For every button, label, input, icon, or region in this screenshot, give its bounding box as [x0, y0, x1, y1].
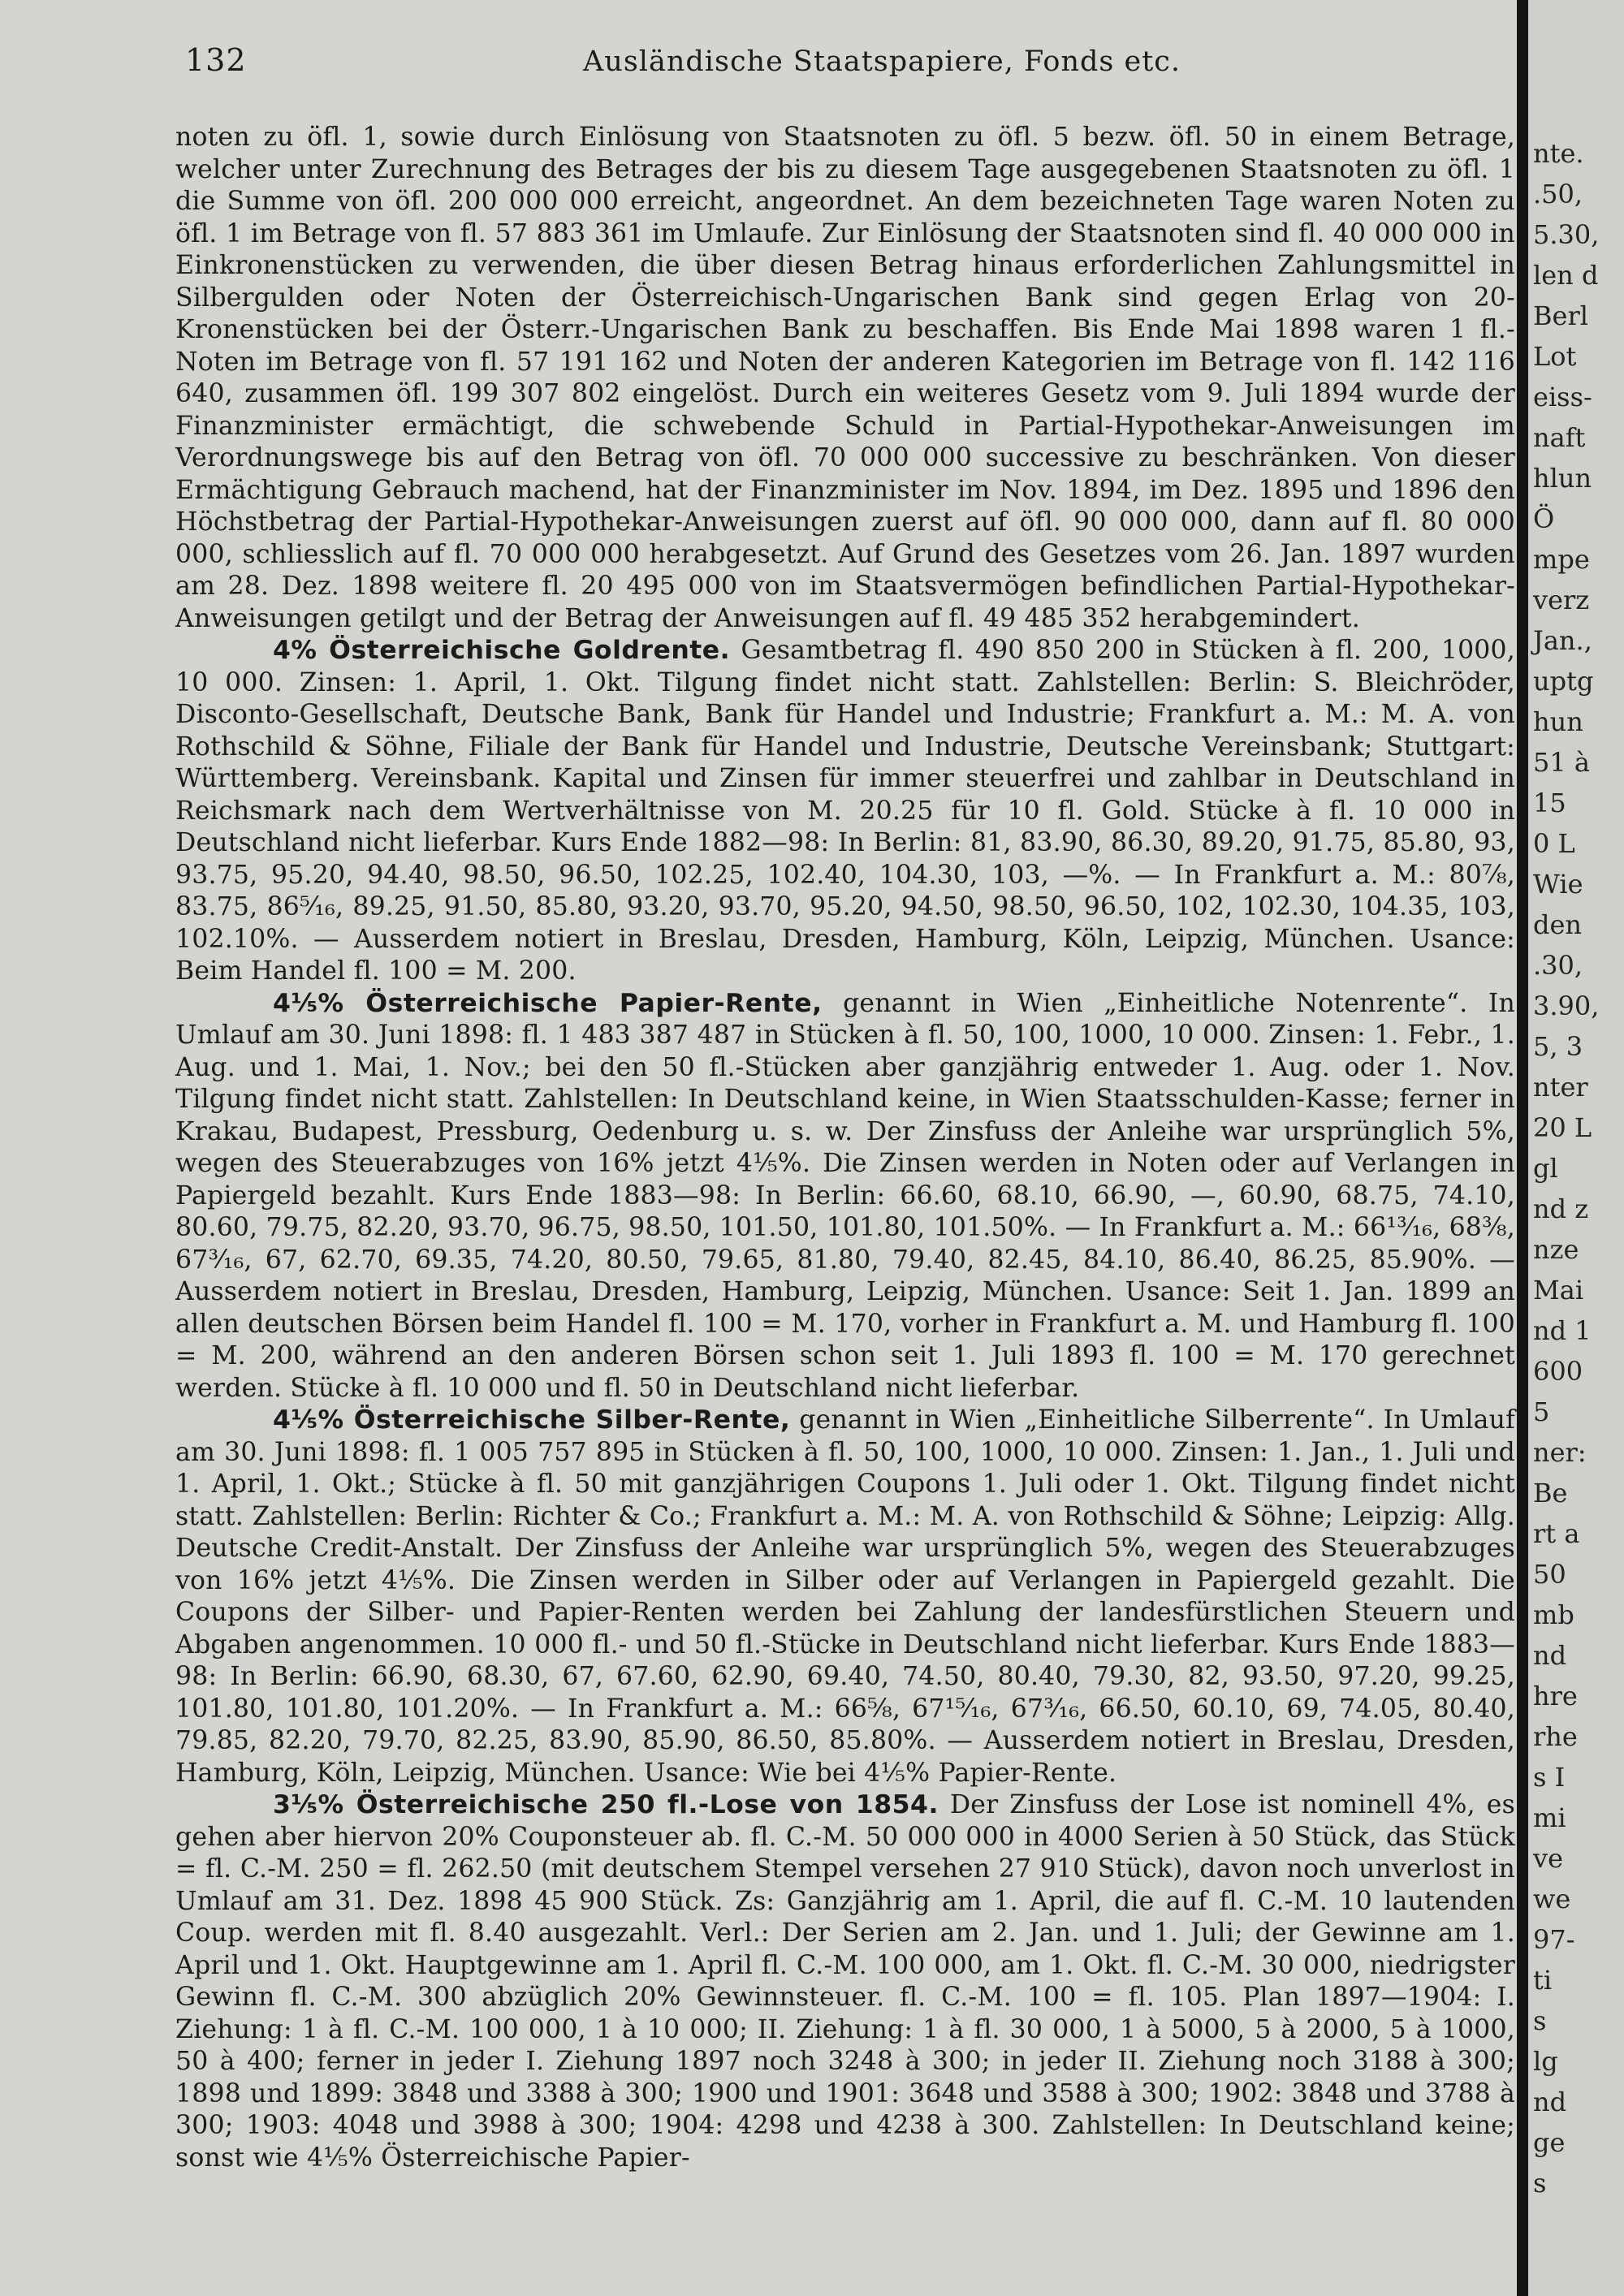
- adjacent-page-fragment: hlun: [1533, 463, 1592, 494]
- adjacent-page-fragment: Mai: [1533, 1275, 1584, 1306]
- adjacent-page-fragment: len d: [1533, 260, 1599, 291]
- adjacent-page-fragment: lg: [1533, 2046, 1558, 2077]
- heading-goldrente: 4% Österreichische Goldrente.: [273, 636, 731, 665]
- adjacent-page-fragment: we: [1533, 1884, 1571, 1914]
- adjacent-page-fragment: nd: [1533, 1640, 1567, 1671]
- running-title: Ausländische Staatspapiere, Fonds etc.: [583, 45, 1181, 78]
- heading-silber-rente: 4⅕% Österreichische Silber-Rente,: [273, 1405, 791, 1435]
- binding-gutter: [1517, 0, 1528, 2296]
- heading-lose-1854: 3⅕% Österreichische 250 fl.-Lose von 1854.: [273, 1790, 939, 1819]
- adjacent-page-fragment: .50,: [1533, 179, 1583, 209]
- adjacent-page-fragment: 3.90,: [1533, 990, 1600, 1021]
- heading-papier-rente: 4⅕% Österreichische Papier-Rente,: [273, 988, 823, 1018]
- adjacent-page-fragment: 0 L: [1533, 828, 1575, 859]
- adjacent-page-fragment: s: [1533, 2168, 1547, 2199]
- adjacent-page-fragment: 50: [1533, 1559, 1566, 1590]
- adjacent-page-fragment: Berl: [1533, 300, 1588, 331]
- adjacent-page-fragment: 5.30,: [1533, 219, 1600, 250]
- page-number: 132: [185, 42, 247, 78]
- adjacent-page-fragment: ve: [1533, 1843, 1564, 1874]
- adjacent-page-fragment: s: [1533, 2005, 1547, 2036]
- adjacent-page-fragment: hun: [1533, 706, 1583, 737]
- adjacent-page-fragment: gl: [1533, 1153, 1558, 1184]
- paragraph-silber-rente: [175, 1405, 1515, 1789]
- adjacent-page-fragment: ge: [1533, 2127, 1566, 2158]
- adjacent-page-fragment: nze: [1533, 1234, 1579, 1265]
- text-papier-rente: genannt in Wien „Einheitliche Notenrente“. In Umlauf am 30. Juni 1898: fl. 1 483 387 487 in Stücken à fl. 50, 100, 1000, 10 000. Zinsen: 1. Febr., 1. Aug. und 1. Mai, 1. Nov.; bei den 50 fl.-Stücken aber ganzjährig entweder 1. Aug. oder 1. Nov. Tilgung findet nicht statt. Zahlstellen: In Deutschland keine, in Wien Staatsschulden-Kasse; ferner in Krakau, Budapest, Pressburg, Oedenburg u. s. w. Der Zinsfuss der Anleihe war ursprünglich 5%, wegen des Steuerabzuges von 16% jetzt 4⅕%. Die Zinsen werden in Noten oder auf Verlangen in Papiergeld bezahlt. Kurs Ende 1883—98: In Berlin: 66.60, 68.10, 66.90, —, 60.90, 68.75, 74.10, 80.60, 79.75, 82.20, 93.70, 96.75, 98.50, 101.50, 101.80, 101.50%. — In Frankfurt a. M.: 66¹³⁄₁₆, 68⅜, 67³⁄₁₆, 67, 62.70, 69.35, 74.20, 80.50, 79.65, 81.80, 79.40, 82.45, 84.10, 86.40, 86.25, 85.90%. — Ausserdem notiert in Breslau, Dresden, Hamburg, Leipzig, München. Usance: Seit 1. Jan. 1899 an allen deutschen Börsen beim Handel fl. 100 = M. 170, vorher in Frankfurt a. M. und Hamburg fl. 100 = M. 200, während an den anderen Börsen schon seit 1. Juli 1893 fl. 100 = M. 170 gerechnet werden. Stücke à fl. 10 000 und fl. 50 in Deutschland nicht lieferbar.: [175, 988, 1516, 1403]
- adjacent-page-fragment: naft: [1533, 422, 1586, 453]
- text-lose-1854: Der Zinsfuss der Lose ist nominell 4%, es gehen aber hiervon 20% Couponsteuer ab. fl. C.-M. 50 000 000 in 4000 Serien à 50 Stück, das Stück = fl. C.-M. 250 = fl. 262.50 (mit deutschem Stempel versehen 27 910 Stück), davon noch unverlost in Umlauf am 31. Dez. 1898 45 900 Stück. Zs: Ganzjährig am 1. April, die auf fl. C.-M. 10 lautenden Coup. werden mit fl. 8.40 ausgezahlt. Verl.: Der Serien am 2. Jan. und 1. Juli; der Gewinne am 1. April und 1. Okt. Hauptgewinne am 1. April fl. C.-M. 100 000, am 1. Okt. fl. C.-M. 30 000, niedrigster Gewinn fl. C.-M. 300 abzüglich 20% Gewinnsteuer. fl. C.-M. 100 = fl. 105. Plan 1897—1904: I. Ziehung: 1 à fl. C.-M. 100 000, 1 à 10 000; II. Ziehung: 1 à fl. 30 000, 1 à 5000, 5 à 2000, 5 à 1000, 50 à 400; ferner in jeder I. Ziehung 1897 noch 3248 à 300; in jeder II. Ziehung noch 3188 à 300; 1898 und 1899: 3848 und 3388 à 300; 1900 und 1901: 3648 und 3588 à 300; 1902: 3848 und 3788 à 300; 1903: 4048 und 3988 à 300; 1904: 4298 und 4238 à 300. Zahlstellen: In Deutschland keine; sonst wie 4⅕% Österreichische Papier-: [175, 1790, 1515, 2173]
- adjacent-page-fragment: 5: [1533, 1396, 1550, 1427]
- adjacent-page-fragment: ner:: [1533, 1437, 1587, 1468]
- adjacent-page-fragment: 20 L: [1533, 1112, 1592, 1143]
- adjacent-page-fragment: nd z: [1533, 1193, 1589, 1224]
- adjacent-page-fragment: hre: [1533, 1681, 1578, 1711]
- adjacent-page-fragment: Jan.,: [1533, 625, 1592, 656]
- adjacent-page-fragment: ti: [1533, 1965, 1553, 1996]
- adjacent-page-fragment: 15: [1533, 788, 1566, 818]
- body-text: [175, 122, 1515, 2174]
- adjacent-page-fragment: nte.: [1533, 138, 1584, 169]
- adjacent-page-fragment: Ö: [1533, 503, 1555, 534]
- paragraph-papier-rente: [175, 988, 1515, 1405]
- adjacent-page-fragment: nd 1: [1533, 1315, 1592, 1346]
- adjacent-page-fragment: den: [1533, 909, 1583, 940]
- adjacent-page-fragment: Be: [1533, 1478, 1568, 1508]
- adjacent-page-fragment: mi: [1533, 1802, 1566, 1833]
- adjacent-page-fragment: eiss-: [1533, 382, 1592, 412]
- adjacent-page-fragment: uptg: [1533, 666, 1594, 697]
- paragraph-goldrente: [175, 635, 1515, 988]
- page-header: [185, 42, 1517, 84]
- adjacent-page-fragment: Wie: [1533, 869, 1583, 900]
- adjacent-page-fragment: 97-: [1533, 1924, 1575, 1955]
- paragraph-intro: noten zu öfl. 1, sowie durch Einlösung von Staatsnoten zu öfl. 5 bezw. öfl. 50 in einem Betrage, welcher unter Zurechnung des Betrages der bis zu diesem Tage ausgegebenen Staatsnoten zu öfl. 1 die Summe von öfl. 200 000 000 erreicht, angeordnet. An dem bezeichneten Tage waren Noten zu öfl. 1 im Betrage von fl. 57 883 361 im Umlaufe. Zur Einlösung der Staatsnoten sind fl. 40 000 000 in Einkronenstücken zu verwenden, die über diesen Betrag hinaus erforderlichen Zahlungsmittel in Silbergulden oder Noten der Österreichisch-Ungarischen Bank sind gegen Erlag von 20-Kronenstücken bei der Österr.-Ungarischen Bank zu beschaffen. Bis Ende Mai 1898 waren 1 fl.-Noten im Betrage von fl. 57 191 162 und Noten der anderen Kategorien im Betrage von fl. 142 116 640, zusammen öfl. 199 307 802 eingelöst. Durch ein weiteres Gesetz vom 9. Juli 1894 wurde der Finanzminister ermächtigt, die schwebende Schuld in Partial-Hypothekar-Anweisungen im Verordnungswege bis auf den Betrag von öfl. 70 000 000 successive zu beschränken. Von dieser Ermächtigung Gebrauch machend, hat der Finanzminister im Nov. 1894, im Dez. 1895 und 1896 den Höchstbetrag der Partial-Hypothekar-Anweisungen zuerst auf öfl. 90 000 000, dann auf fl. 80 000 000, schliesslich auf fl. 70 000 000 herabgesetzt. Auf Grund des Gesetzes vom 26. Jan. 1897 wurden am 28. Dez. 1898 weitere fl. 20 495 000 von im Staatsvermögen befindlichen Partial-Hypothekar-Anweisungen getilgt und der Betrag der Anweisungen auf fl. 49 485 352 herabgemindert.: [175, 123, 1515, 633]
- adjacent-page-fragment: verz: [1533, 585, 1590, 615]
- adjacent-page-fragment: mpe: [1533, 544, 1590, 575]
- adjacent-page-fragment: nter: [1533, 1072, 1588, 1103]
- adjacent-page-fragment: Lot: [1533, 341, 1577, 372]
- adjacent-page-fragment: s I: [1533, 1762, 1566, 1793]
- adjacent-page-fragment: nd: [1533, 2087, 1567, 2117]
- text-silber-rente: genannt in Wien „Einheitliche Silberrente“. In Umlauf am 30. Juni 1898: fl. 1 005 757 895 in Stücken à fl. 50, 100, 1000, 10 000. Zinsen: 1. Jan., 1. Juli und 1. April, 1. Okt.; Stücke à fl. 50 mit ganzjährigen Coupons 1. Juli oder 1. Okt. Tilgung findet nicht statt. Zahlstellen: Berlin: Richter & Co.; Frankfurt a. M.: M. A. von Rothschild & Söhne; Leipzig: Allg. Deutsche Credit-Anstalt. Der Zinsfuss der Anleihe war ursprünglich 5%, wegen des Steuerabzuges von 16% jetzt 4⅕%. Die Zinsen werden in Silber oder auf Verlangen in Papiergeld gezahlt. Die Coupons der Silber- und Papier-Renten werden bei Zahlung der landesfürstlichen Steuern und Abgaben angenommen. 10 000 fl.- und 50 fl.-Stücke in Deutschland nicht lieferbar. Kurs Ende 1883—98: In Berlin: 66.90, 68.30, 67, 67.60, 62.90, 69.40, 74.50, 80.40, 79.30, 82, 93.50, 97.20, 99.25, 101.80, 101.80, 101.20%. — In Frankfurt a. M.: 66⅝, 67¹⁵⁄₁₆, 67³⁄₁₆, 66.50, 60.10, 69, 74.05, 80.40, 79.85, 82.20, 79.70, 82.25, 83.90, 85.90, 86.50, 85.80%. — Ausserdem notiert in Breslau, Dresden, Hamburg, Köln, Leipzig, München. Usance: Wie bei 4⅕% Papier-Rente.: [175, 1405, 1515, 1788]
- adjacent-page-fragment: 5, 3: [1533, 1031, 1583, 1062]
- adjacent-page-fragment: mb: [1533, 1599, 1574, 1630]
- adjacent-page-edge: [1528, 0, 1624, 2296]
- adjacent-page-fragment: rhe: [1533, 1721, 1578, 1752]
- adjacent-page-fragment: 51 à: [1533, 747, 1590, 778]
- adjacent-page-fragment: rt a: [1533, 1518, 1580, 1549]
- text-goldrente: Gesamtbetrag fl. 490 850 200 in Stücken à fl. 200, 1000, 10 000. Zinsen: 1. April, 1. Okt. Tilgung findet nicht statt. Zahlstellen: Berlin: S. Bleichröder, Disconto-Gesellschaft, Deutsche Bank, Bank für Handel und Industrie; Frankfurt a. M.: M. A. von Rothschild & Söhne, Filiale der Bank für Handel und Industrie, Deutsche Vereinsbank; Stuttgart: Württemberg. Vereinsbank. Kapital und Zinsen für immer steuerfrei und zahlbar in Deutschland in Reichsmark nach dem Wertverhältnisse von M. 20.25 für 10 fl. Gold. Stücke à fl. 10 000 in Deutschland nicht lieferbar. Kurs Ende 1882—98: In Berlin: 81, 83.90, 86.30, 89.20, 91.75, 85.80, 93, 93.75, 95.20, 94.40, 98.50, 96.50, 102.25, 102.40, 104.30, 103, —%. — In Frankfurt a. M.: 80⅞, 83.75, 86⁵⁄₁₆, 89.25, 91.50, 85.80, 93.20, 93.70, 95.20, 94.50, 98.50, 96.50, 102, 102.30, 104.35, 103, 102.10%. — Ausserdem notiert in Breslau, Dresden, Hamburg, Köln, Leipzig, München. Usance: Beim Handel fl. 100 = M. 200.: [175, 636, 1515, 986]
- adjacent-page-fragment: .30,: [1533, 950, 1583, 981]
- adjacent-page-fragment: 600: [1533, 1356, 1583, 1387]
- paragraph-lose-1854: [175, 1789, 1515, 2174]
